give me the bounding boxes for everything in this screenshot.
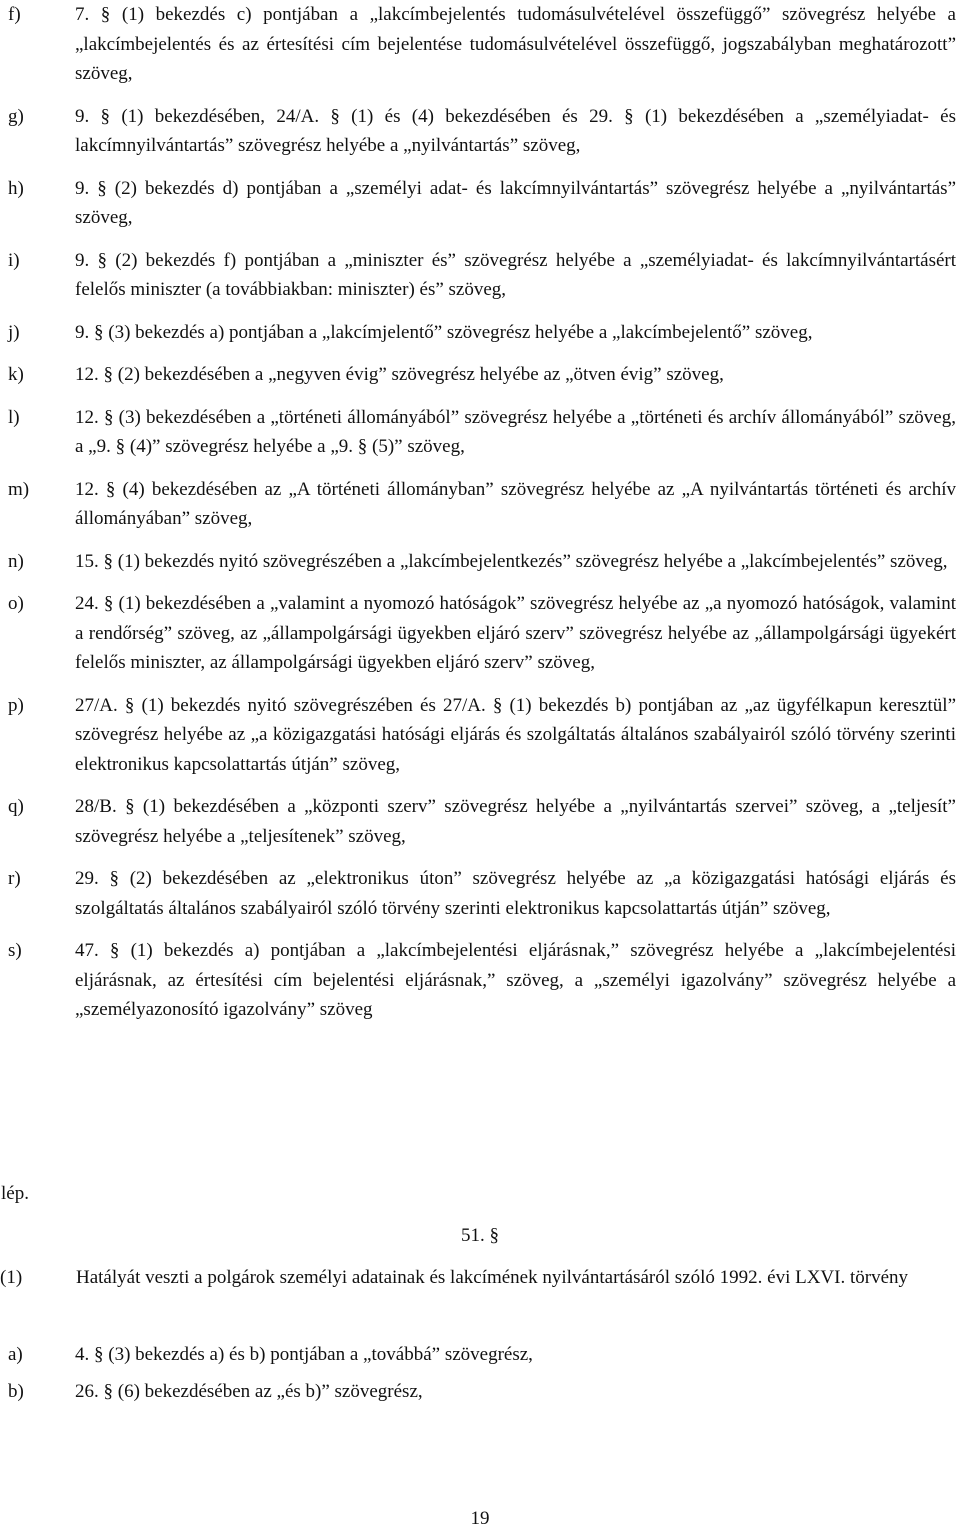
list-item	[0, 691, 960, 780]
repeal-paragraph	[0, 1263, 956, 1293]
list-item	[0, 792, 960, 851]
item-text: 24. § (1) bekezdésében a „valamint a nyomozó hatóságok” szövegrész helyébe az „a nyomozó hatóságok, valamint a rendőrség” szöveg, az „állampolgársági ügyekben eljáró szerv” szövegrész helyébe az „állampolgársági ügyekért felelős miniszter, az állampolgársági ügyekben eljáró szerv” szöveg,	[75, 593, 956, 673]
item-letter: o)	[8, 593, 24, 614]
repeal-subitem-a	[0, 1340, 956, 1370]
item-letter: m)	[8, 478, 30, 500]
list-item	[0, 547, 960, 577]
item-letter: a)	[8, 1344, 23, 1365]
list-item	[0, 318, 960, 348]
item-text: 9. § (1) bekezdésében, 24/A. § (1) és (4) bekezdésében és 29. § (1) bekezdésében a „személyiadat- és lakcímnyilvántartás” szövegrész helyébe a „nyilvántartás” szöveg,	[75, 105, 956, 156]
item-text: 12. § (2) bekezdésében a „negyven évig” szövegrész helyébe az „ötven évig” szöveg,	[75, 364, 724, 385]
item-letter: b)	[8, 1381, 24, 1402]
item-letter: j)	[8, 321, 20, 343]
list-item	[0, 589, 960, 678]
list-item	[0, 174, 960, 233]
paragraph-text: Hatályát veszti a polgárok személyi adatainak és lakcímének nyilvántartásáról szóló 1992. évi LXVI. törvény	[76, 1267, 909, 1288]
item-text: 47. § (1) bekezdés a) pontjában a „lakcímbejelentési eljárásnak,” szövegrész helyébe a „lakcímbejelentési eljárásnak, az értesítési cím bejelentési eljárásnak,” szöveg, a „személyi igazolvány” szövegrész helyébe a „személyazonosító igazolvány” szöveg	[75, 940, 956, 1020]
item-letter: q)	[8, 796, 24, 817]
repeal-subitem-b	[0, 1377, 956, 1407]
item-letter: i)	[8, 249, 20, 271]
item-text: 28/B. § (1) bekezdésében a „központi szerv” szövegrész helyébe a „nyilvántartás szervei” szöveg, a „teljesít” szövegrész helyébe a „teljesítenek” szöveg,	[75, 796, 956, 847]
list-item	[0, 403, 960, 462]
item-text: 12. § (4) bekezdésében az „A történeti állományban” szövegrész helyébe az „A nyilvántartás történeti és archív állományában” szöveg,	[75, 478, 956, 529]
item-text: 9. § (2) bekezdés f) pontjában a „miniszter és” szövegrész helyébe a „személyiadat- és lakcímnyilvántartásért felelős miniszter (a továbbiakban: miniszter) és” szöveg,	[75, 249, 956, 300]
item-text: 4. § (3) bekezdés a) és b) pontjában a „továbbá” szövegrész,	[75, 1344, 533, 1365]
page-number: 19	[470, 1508, 490, 1529]
item-text: 15. § (1) bekezdés nyitó szövegrészében a „lakcímbejelentkezés” szövegrész helyébe a „lakcímbejelentés” szöveg,	[75, 550, 948, 572]
item-letter: p)	[8, 694, 24, 716]
item-text: 9. § (3) bekezdés a) pontjában a „lakcímjelentő” szövegrész helyébe a „lakcímbejelentő” szöveg,	[75, 321, 813, 343]
item-text: 29. § (2) bekezdésében az „elektronikus úton” szövegrész helyébe az „a közigazgatási hatósági eljárás és szolgáltatás általános szabályairól szóló törvény szerinti elektronikus kapcsolattartás útján” szöveg,	[75, 868, 956, 919]
item-text: 27/A. § (1) bekezdés nyitó szövegrészében és 27/A. § (1) bekezdés b) pontjában az „az ügyfélkapun keresztül” szövegrész helyébe az „a közigazgatási hatósági eljárás és szolgáltatás általános szabályairól szóló törvény szerinti elektronikus kapcsolattartás útján” szöveg,	[75, 694, 956, 775]
list-item	[0, 0, 960, 89]
item-text: 9. § (2) bekezdés d) pontjában a „személyi adat- és lakcímnyilvántartás” szövegrész helyébe a „nyilvántartás” szöveg,	[75, 177, 956, 228]
list-item	[0, 864, 960, 923]
item-letter: l)	[8, 406, 20, 428]
list-item	[0, 246, 960, 305]
item-text: 12. § (3) bekezdésében a „történeti állományából” szövegrész helyébe a „történeti és archív állományából” szöveg, a „9. § (4)” szövegrész helyébe a „9. § (5)” szöveg,	[75, 406, 956, 457]
section-heading: 51. §	[461, 1225, 499, 1246]
item-letter: g)	[8, 105, 24, 127]
item-text: 7. § (1) bekezdés c) pontjában a „lakcímbejelentés tudomásulvételével összefüggő” szövegrész helyébe a „lakcímbejelentés és az értesítési cím bejelentése tudomásulvételével összefüggő, jogszabályban meghatározott” szöveg,	[75, 4, 956, 84]
item-letter: r)	[8, 868, 21, 889]
item-letter: s)	[8, 940, 22, 961]
item-text: 26. § (6) bekezdésében az „és b)” szövegrész,	[75, 1381, 423, 1402]
list-item	[0, 475, 960, 534]
item-letter: h)	[8, 177, 24, 199]
list-item	[0, 1340, 956, 1370]
item-letter: k)	[8, 364, 24, 385]
list-item	[0, 102, 960, 161]
item-letter: n)	[8, 550, 24, 572]
list-item	[0, 360, 960, 390]
closing-word: lép.	[1, 1183, 29, 1204]
item-letter: f)	[8, 4, 21, 25]
list-item	[0, 936, 960, 1025]
list-item	[0, 1377, 956, 1407]
paragraph-number: (1)	[0, 1267, 23, 1288]
